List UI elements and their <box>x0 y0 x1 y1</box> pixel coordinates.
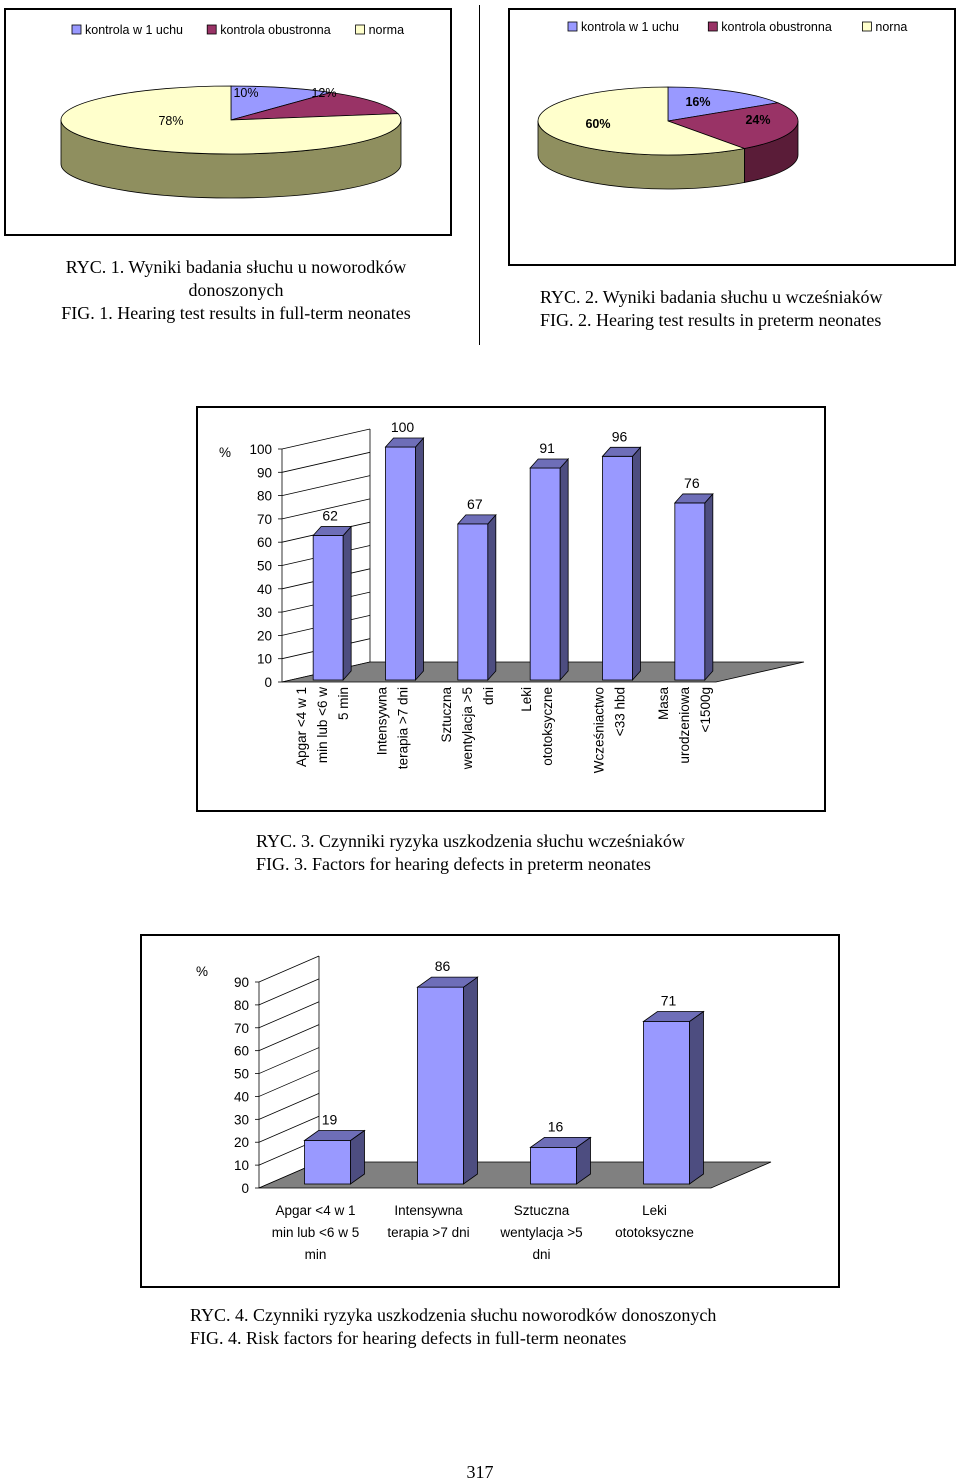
caption-fig1-line3: FIG. 1. Hearing test results in full-term neonates <box>61 303 411 323</box>
x-tick-label-3: Leki ototoksyczne <box>615 1203 694 1240</box>
caption-fig2-line2: FIG. 2. Hearing test results in preterm neonates <box>540 310 882 330</box>
vertical-divider <box>479 5 480 345</box>
bar-5 <box>675 503 705 680</box>
caption-fig4-line2: FIG. 4. Risk factors for hearing defects in full-term neonates <box>190 1328 627 1348</box>
y-tick-label: 70 <box>233 1020 249 1036</box>
bar-3 <box>644 1021 690 1184</box>
bar-side-2 <box>488 515 496 680</box>
legend-swatch <box>207 25 216 34</box>
bar-side-3 <box>690 1011 704 1184</box>
y-tick-label: 50 <box>233 1066 249 1082</box>
y-tick-diagonal <box>259 1025 319 1051</box>
y-tick-label: 10 <box>256 651 272 667</box>
bar-side-4 <box>633 447 641 680</box>
y-tick-label: 0 <box>264 675 272 690</box>
legend-label: norma <box>368 23 405 37</box>
caption-fig4-line1: RYC. 4. Czynniki ryzyka uszkodzenia słuchu noworodków donoszonych <box>190 1305 717 1325</box>
legend-label: kontrola w 1 uchu <box>85 23 183 37</box>
data-label-5: 76 <box>684 474 700 491</box>
x-tick-label-2: Sztuczna wentylacja >5 dni <box>500 1203 583 1262</box>
caption-fig4 <box>190 1304 716 1350</box>
bar-chart-3-panel <box>196 406 826 812</box>
y-tick-label: 90 <box>233 975 249 990</box>
bar-chart-4 <box>142 936 838 1286</box>
y-tick-diagonal <box>259 1070 319 1096</box>
legend-label: kontrola obustronna <box>721 20 832 34</box>
legend-swatch <box>356 25 365 34</box>
y-tick-label: 60 <box>256 535 272 551</box>
legend-swatch <box>862 22 871 31</box>
legend-label: norna <box>875 20 908 34</box>
y-tick-label: 30 <box>256 605 272 621</box>
legend-label: kontrola obustronna <box>220 23 331 37</box>
y-tick-diagonal <box>259 1002 319 1028</box>
x-tick-label-5: Masa urodzeniowa <1500g <box>655 687 713 764</box>
pie-label-0: 16% <box>685 95 711 109</box>
pie-label-1: 24% <box>745 113 771 127</box>
legend-label: kontrola w 1 uchu <box>581 20 679 34</box>
data-label-1: 86 <box>434 958 451 975</box>
y-tick-diagonal <box>282 452 370 472</box>
y-tick-label: 100 <box>249 442 272 457</box>
legend-swatch <box>568 22 577 31</box>
y-tick-label: 50 <box>256 558 272 574</box>
caption-fig3-line1: RYC. 3. Czynniki ryzyka uszkodzenia słuchu wcześniaków <box>256 831 685 851</box>
caption-fig3 <box>256 830 685 876</box>
bar-side-1 <box>464 977 478 1184</box>
y-tick-label: 10 <box>233 1158 249 1174</box>
bar-side-0 <box>343 527 351 680</box>
pie-chart-2-panel <box>508 8 956 266</box>
y-tick-diagonal <box>259 1093 319 1119</box>
data-label-2: 67 <box>467 495 483 512</box>
y-tick-diagonal <box>259 1048 319 1074</box>
bar-1 <box>418 987 464 1184</box>
pie-label-2: 60% <box>585 117 611 131</box>
x-tick-label-3: Leki ototoksyczne <box>519 687 556 766</box>
bar-4 <box>603 456 633 680</box>
bar-0 <box>305 1141 351 1184</box>
y-tick-label: 20 <box>233 1135 249 1151</box>
y-axis-label: % <box>219 445 232 460</box>
bar-chart-4-panel <box>140 934 840 1288</box>
bar-2 <box>531 1147 577 1184</box>
y-tick-label: 80 <box>233 997 249 1013</box>
y-tick-label: 80 <box>256 488 272 504</box>
data-label-2: 16 <box>547 1118 564 1135</box>
legend-swatch <box>72 25 81 34</box>
x-tick-label-2: Sztuczna wentylacja >5 dni <box>438 687 496 770</box>
y-tick-diagonal <box>282 429 370 449</box>
pie-label-2: 78% <box>158 114 184 128</box>
caption-fig1-line2: donoszonych <box>188 280 284 300</box>
x-tick-label-0: Apgar <4 w 1 min lub <6 w 5 min <box>294 687 352 767</box>
y-tick-label: 30 <box>233 1112 249 1128</box>
page-number: 317 <box>466 1462 494 1482</box>
pie-chart-1-panel <box>4 8 452 236</box>
y-tick-label: 70 <box>256 511 272 527</box>
bar-3 <box>530 468 560 680</box>
y-axis-label: % <box>196 964 209 979</box>
y-tick-label: 20 <box>256 628 272 644</box>
bar-2 <box>458 524 488 680</box>
y-tick-label: 40 <box>233 1089 249 1105</box>
y-tick-diagonal <box>259 979 319 1005</box>
bar-1 <box>386 447 416 680</box>
bar-side-5 <box>705 494 713 680</box>
caption-fig2-line1: RYC. 2. Wyniki badania słuchu u wcześniaków <box>540 287 883 307</box>
caption-fig3-line2: FIG. 3. Factors for hearing defects in preterm neonates <box>256 854 651 874</box>
pie-label-0: 10% <box>233 86 259 100</box>
y-tick-label: 60 <box>233 1043 249 1059</box>
bar-side-3 <box>560 459 568 680</box>
data-label-0: 62 <box>322 507 338 524</box>
pie-chart-1 <box>6 10 450 234</box>
data-label-4: 96 <box>611 428 628 445</box>
x-tick-label-1: Intensywna terapia >7 dni <box>374 687 411 770</box>
data-label-1: 100 <box>390 419 415 435</box>
y-tick-label: 90 <box>256 465 272 481</box>
x-tick-label-1: Intensywna terapia >7 dni <box>387 1203 470 1240</box>
caption-fig1-line1: RYC. 1. Wyniki badania słuchu u noworodków <box>65 257 407 277</box>
pie-label-1: 12% <box>311 86 337 100</box>
bar-chart-3 <box>198 408 824 810</box>
y-tick-diagonal <box>259 956 319 982</box>
y-tick-label: 0 <box>241 1181 249 1196</box>
data-label-3: 71 <box>660 992 677 1009</box>
data-label-3: 91 <box>539 439 555 456</box>
x-tick-label-4: Wcześniactwo <33 hbd <box>591 687 628 774</box>
caption-fig1 <box>36 256 436 325</box>
legend-swatch <box>708 22 717 31</box>
data-label-0: 19 <box>321 1111 338 1128</box>
pie-chart-2 <box>510 10 954 264</box>
bar-side-1 <box>416 438 424 680</box>
y-tick-label: 40 <box>256 581 272 597</box>
x-tick-label-0: Apgar <4 w 1 min lub <6 w 5 min <box>271 1203 360 1262</box>
y-tick-diagonal <box>282 476 370 496</box>
bar-0 <box>313 536 343 680</box>
caption-fig2 <box>540 286 883 332</box>
